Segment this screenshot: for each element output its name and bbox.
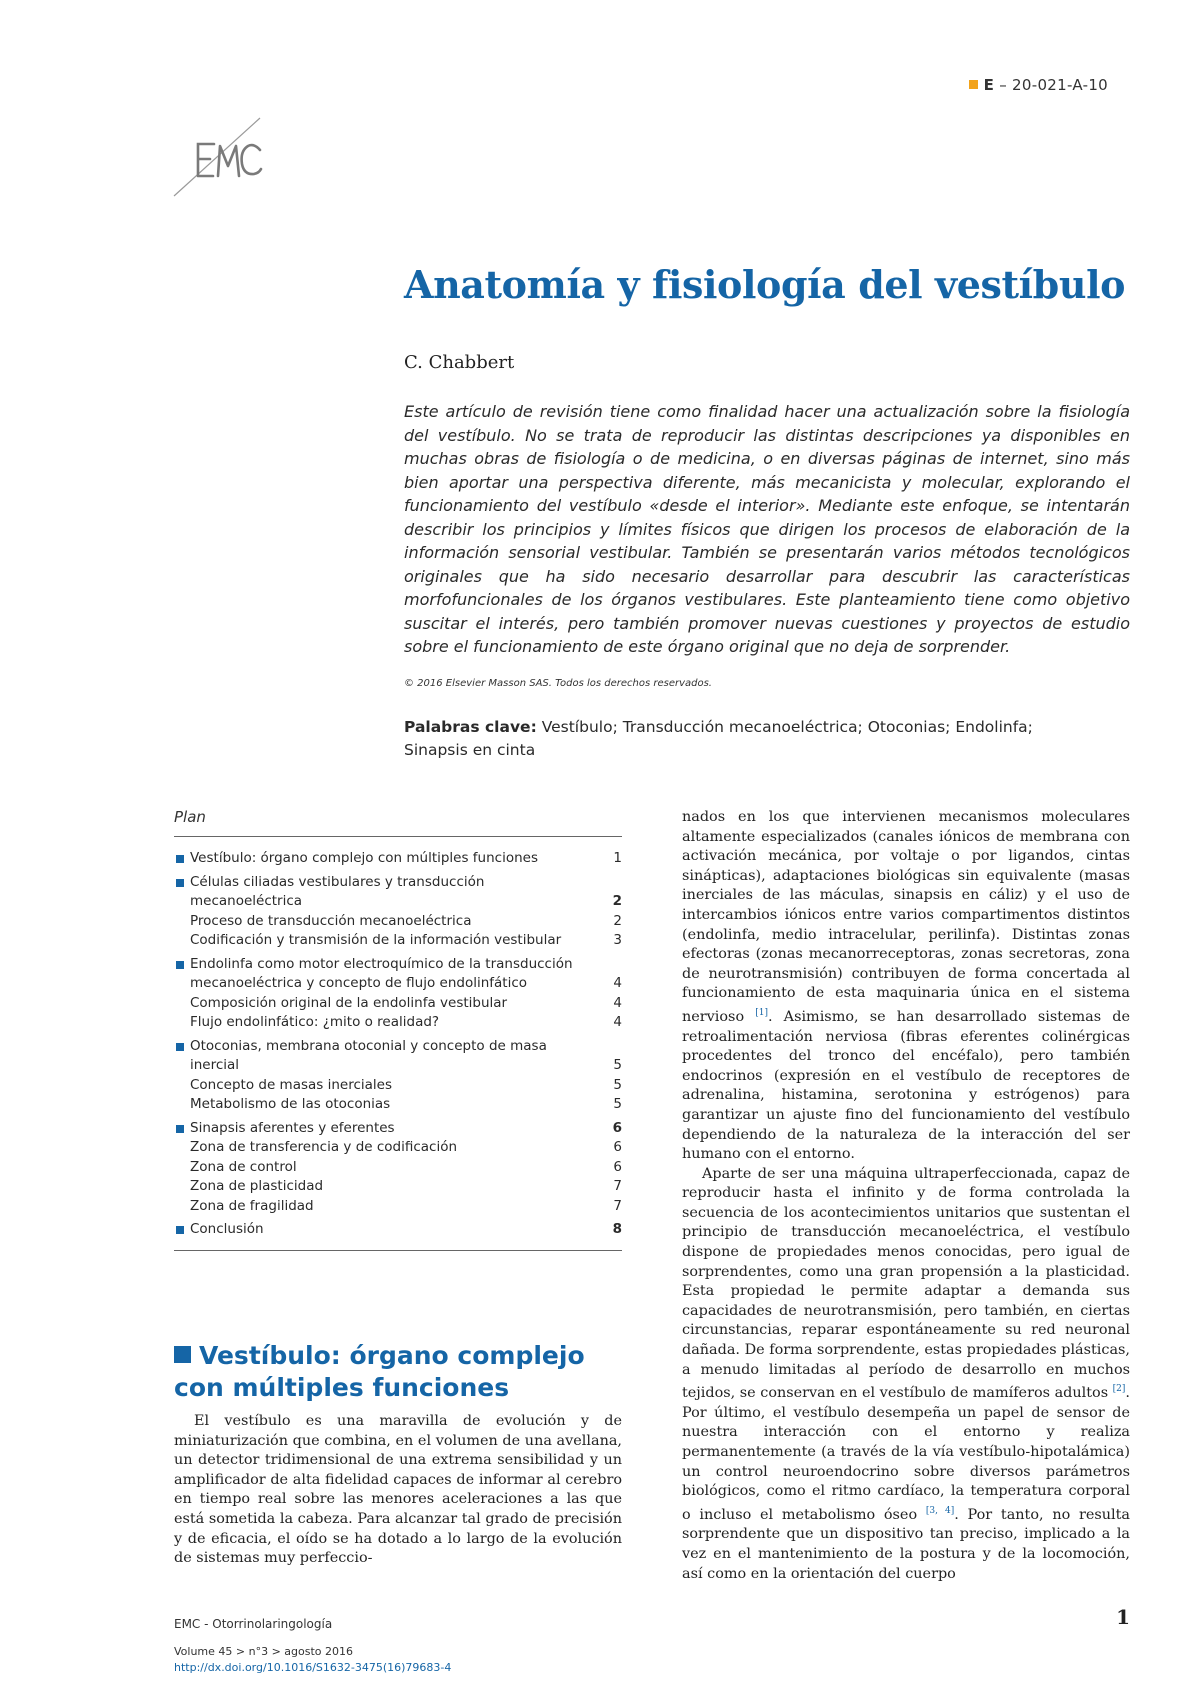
- square-bullet-icon: [176, 879, 184, 887]
- emc-logo-icon: [168, 112, 278, 204]
- square-bullet-icon: [176, 1043, 184, 1051]
- plan-list: [174, 849, 622, 1240]
- keywords-label: Palabras clave:: [404, 718, 537, 736]
- abstract-text: Este artículo de revisión tiene como finalidad hacer una actualización sobre la fisiología del vestíbulo. No se trata de reproducir las distintas descripciones ya disponibles en muchas obras de fisiología o de medicina, o en diversas páginas de internet, sino más bien aportar una perspectiva diferente, más mecanicista y molecular, explorando el funcionamiento del vestíbulo «desde el interior». Mediante este enfoque, se intentarán describir los principios y límites físicos que dirigen los procesos de elaboración de la información sensorial vestibular. También se presentarán varios métodos tecnológicos originales que ha sido necesario desarrollar para descubrir las características morfofuncionales de los órganos vestibulares. Este planteamiento tiene como objetivo suscitar el interés, pero también promover nuevas cuestiones y proyectos de estudio sobre el funcionamiento de este órgano original que no deja de sorprender.: [404, 402, 1130, 656]
- section-heading: Vestíbulo: órgano complejo con múltiples funciones: [174, 1341, 585, 1402]
- plan-bottom-rule: [174, 1250, 622, 1251]
- article-author: C. Chabbert: [404, 352, 515, 373]
- plan-subitem[interactable]: Metabolismo de las otoconias 5: [190, 1096, 622, 1112]
- copyright-notice: © 2016 Elsevier Masson SAS. Todos los derechos reservados.: [404, 678, 712, 689]
- plan-box: [174, 808, 622, 1251]
- square-bullet-icon: [176, 1125, 184, 1133]
- right-column-body: [682, 808, 1130, 1584]
- plan-subitem[interactable]: Zona de plasticidad 7: [190, 1178, 622, 1194]
- plan-heading: Plan: [174, 808, 622, 837]
- plan-item[interactable]: Células ciliadas vestibulares y transducción mecanoeléctrica 2: [174, 873, 622, 912]
- ref-prefix: E: [983, 76, 995, 94]
- orange-square-icon: [969, 80, 978, 89]
- ref-code-text: – 20-021-A-10: [999, 76, 1108, 94]
- keywords: [404, 716, 1044, 762]
- article-title: Anatomía y fisiología del vestíbulo: [404, 262, 1126, 307]
- citation-link[interactable]: [3, 4]: [925, 1505, 955, 1516]
- body-paragraph: nados en los que intervienen mecanismos moleculares altamente especializados (canales iónicos de membrana con activación mecánica, por voltaje o por ligandos, cintas sinápticas), adaptaciones biológicas sin equivalente (masas inerciales de las máculas, sinapsis en cáliz) y el uso de intercambios iónicos entre varios compartimentos distintos (endolinfa, medio intracelular, perilinfa). Distintas zonas efectoras (zonas mecanorreceptoras, zonas secretoras, zona de neurotransmisión) contribuyen de forma concertada al funcionamiento de esta maquinaria única en el sistema nervioso [1]. Asimismo, se han desarrollado sistemas de retroalimentación nerviosa (fibras eferentes colinérgicas procedentes del tronco del encéfalo), pero también endocrinos (expresión en el vestíbulo de receptores de adrenalina, histamina, serotonina y estrógenos) para garantizar un ajuste fino del funcionamiento del vestíbulo dependiendo de la naturaleza de la interacción del ser humano con el entorno.: [682, 809, 1130, 1163]
- plan-subitem[interactable]: Concepto de masas inerciales 5: [190, 1076, 622, 1093]
- page-number: 1: [1116, 1605, 1130, 1629]
- plan-subitem[interactable]: Zona de fragilidad 7: [190, 1197, 622, 1214]
- square-bullet-icon: [174, 1346, 191, 1363]
- citation-link[interactable]: [2]: [1112, 1384, 1126, 1395]
- left-column-body: [174, 1412, 622, 1569]
- emc-logo: [168, 112, 278, 204]
- body-paragraph: Aparte de ser una máquina ultraperfeccionada, capaz de reproducir hasta el infinito y de forma controlada la secuencia de los acontecimientos unitarios que sustentan el principio de transducción mecanoeléctrica, el vestíbulo dispone de propiedades menos conocidas, pero igual de sorprendentes, como una gran propensión a la plasticidad. Esta propiedad le permite adaptar a demanda sus capacidades de neurotransmisión, pero también, en ciertas circunstancias, reparar espontáneamente su red neuronal dañada. De forma sorprendente, estas propiedades plásticas, a menudo limitadas al período de desarrollo en muchos tejidos, se conservan en el vestíbulo de mamíferos adultos [2]. Por último, el vestíbulo desempeña un papel de sensor de nuestra interacción con el entorno y realiza permanentemente (a través de la vía vestíbulo-hipotalámica) un control neuroendocrino sobre diversos parámetros biológicos, como el ritmo cardíaco, la temperatura corporal o incluso el metabolismo óseo [3, 4]. Por tanto, no resulta sorprendente que un dispositivo tan preciso, implicado a la vez en el mantenimiento de la postura y de la locomoción, así como en la orientación del cuerpo: [682, 1165, 1130, 1582]
- plan-item[interactable]: Otoconias, membrana otoconial y concepto de masa inercial 5: [174, 1037, 622, 1076]
- article-reference-code: [969, 76, 1108, 94]
- plan-subitem[interactable]: Composición original de la endolinfa vestibular 4: [190, 994, 622, 1011]
- plan-subitem[interactable]: Zona de control 6: [190, 1158, 622, 1175]
- keywords-list: Vestíbulo; Transducción mecanoeléctrica; Otoconias; Endolinfa; Sinapsis en cinta: [404, 718, 1033, 759]
- volume-info: Volume 45 > n°3 > agosto 2016: [174, 1645, 354, 1658]
- plan-item[interactable]: Endolinfa como motor electroquímico de la transducción mecanoeléctrica y concepto de flujo endolinfático 4: [174, 955, 622, 994]
- plan-item[interactable]: Vestíbulo: órgano complejo con múltiples funciones 1: [174, 849, 622, 869]
- journal-name: EMC - Otorrinolaringología: [174, 1617, 333, 1631]
- square-bullet-icon: [176, 1226, 184, 1234]
- plan-subitem[interactable]: Zona de transferencia y de codificación 6: [190, 1139, 622, 1155]
- body-paragraph: El vestíbulo es una maravilla de evolución y de miniaturización que combina, en el volumen de una avellana, un detector tridimensional de una extrema sensibilidad y un amplificador de alta fidelidad capaces de informar al cerebro en tiempo real sobre las menores aceleraciones a las que está sometida la cabeza. Para alcanzar tal grado de precisión y de eficacia, el oído se ha dotado a lo largo de la evolución de sistemas muy perfeccio-: [174, 1413, 622, 1567]
- plan-subitem[interactable]: Proceso de transducción mecanoeléctrica 2: [190, 912, 622, 929]
- plan-item[interactable]: Sinapsis aferentes y eferentes 6: [174, 1119, 622, 1139]
- citation-link[interactable]: [1]: [755, 1007, 768, 1018]
- square-bullet-icon: [176, 961, 184, 969]
- doi-link[interactable]: http://dx.doi.org/10.1016/S1632-3475(16)79683-4: [174, 1661, 452, 1674]
- square-bullet-icon: [176, 855, 184, 863]
- plan-subitem[interactable]: Flujo endolinfático: ¿mito o realidad? 4: [190, 1014, 622, 1030]
- plan-item[interactable]: Conclusión 8: [174, 1220, 622, 1240]
- plan-subitem[interactable]: Codificación y transmisión de la información vestibular 3: [190, 932, 622, 948]
